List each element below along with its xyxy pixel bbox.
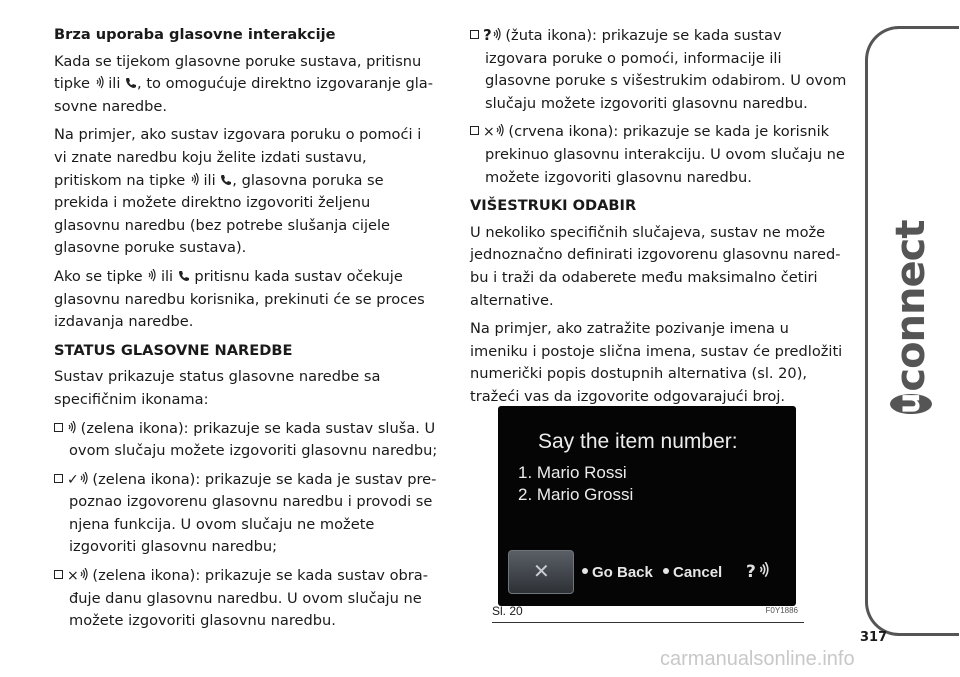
list-item[interactable]: 2. Mario Grossi <box>518 485 634 504</box>
bottom-bar <box>576 564 722 581</box>
uconnect-logo: u connect <box>888 220 934 414</box>
question-icon: ? <box>483 26 492 44</box>
list-item[interactable]: 1. Mario Rossi <box>518 463 627 482</box>
voice-icon <box>79 472 88 485</box>
phone-icon <box>125 77 137 89</box>
cancel-button[interactable]: Cancel <box>673 564 723 581</box>
bullet-box <box>54 423 63 432</box>
voice-icon <box>758 562 769 578</box>
close-icon: ✕ <box>533 559 550 583</box>
paragraph-5: U nekoliko specifičnih slučajeva, sustav ne može jednoznačno definirati izgovorenu glasovnu naredbu i traži da odaberete među maksimalno četiri alternative. <box>470 223 841 309</box>
paragraph-2: Na primjer, ako sustav izgovara poruku o pomoći i vi znate naredbu koju želite izdati sustavu, pritiskom na tipke ili , glasovna poruka se prekida i možete direktno izgovoriti željenu glasovnu naredbu (bez potrebe slušanja cijele glasovne poruke sustava). <box>54 126 422 257</box>
go-back-button[interactable]: Go Back <box>592 564 653 581</box>
voice-icon <box>190 173 199 186</box>
paragraph-3: Ako se tipke ili pritisnu kada sustav očekuje glasovnu naredbu korisnika, prekinuti će se proces izdavanja naredbe. <box>54 267 425 331</box>
paragraph-4: Sustav prikazuje status glasovne naredbe sa specifičnim ikonama: <box>54 368 381 408</box>
bullet-processing: × (zelena ikona): prikazuje se kada sustav obrađuje danu glasovnu naredbu. U ovom slučaju ne možete izgovoriti glasovnu naredbu. <box>54 565 438 633</box>
right-column <box>470 24 848 415</box>
bullet-box <box>54 474 63 483</box>
phone-icon <box>178 270 190 282</box>
bullet-box <box>470 30 479 39</box>
figure-code: F0Y1886 <box>765 606 798 615</box>
watermark: carmanualsonline.info <box>660 648 855 670</box>
bullet-dot-icon <box>582 568 588 574</box>
heading-status: STATUS GLASOVNE NAREDBE <box>54 341 293 359</box>
cross-icon: × <box>483 124 495 141</box>
bullet-interrupted: × (crvena ikona): prikazuje se kada je korisnik prekinuo glasovnu interakciju. U ovom slučaju ne možete izgovoriti glasovnu naredbu. <box>470 121 848 189</box>
voice-icon <box>492 28 501 41</box>
voice-icon <box>67 421 76 434</box>
voice-status-icon: ? <box>746 562 769 582</box>
voice-icon <box>79 568 88 581</box>
phone-icon <box>220 174 232 186</box>
paragraph-6: Na primjer, ako zatražite pozivanje imena u imeniku i postoje slična imena, sustav će predložiti numerički popis dostupnih alternativa (sl. 20), tražeći vas da izgovorite odgovarajući broj. <box>470 320 843 405</box>
bullet-listening: (zelena ikona): prikazuje se kada sustav sluša. U ovom slučaju možete izgovoriti glasovnu naredbu; <box>54 418 438 463</box>
left-column <box>54 24 438 639</box>
close-button[interactable] <box>508 550 574 594</box>
bullet-box <box>54 570 63 579</box>
bullet-help: ? (žuta ikona): prikazuje se kada sustav izgovara poruke o pomoći, informacije ili glasovne poruke s višestrukim odabirom. U ovom slučaju možete izgovoriti glasovnu naredbu. <box>470 24 848 115</box>
screen-title: Say the item number: <box>538 430 738 453</box>
check-icon: ✓ <box>67 471 79 488</box>
figure-caption: Sl. 20 <box>492 604 523 618</box>
bullet-dot-icon <box>663 568 669 574</box>
paragraph-1: Kada se tijekom glasovne poruke sustava, pritisnu tipke ili , to omogućuje direktno izgovaranje glasovne naredbe. <box>54 52 434 115</box>
page-number: 317 <box>860 630 888 645</box>
voice-icon <box>495 124 504 137</box>
bullet-recognized: ✓ (zelena ikona): prikazuje se kada je sustav prepoznao izgovorenu glasovnu naredbu i provodi se njena funkcija. U ovom slučaju ne možete izgovoriti glasovnu naredbu; <box>54 469 438 559</box>
figure-divider <box>492 622 804 623</box>
cross-icon: × <box>67 568 79 585</box>
voice-screen <box>498 406 796 606</box>
voice-icon <box>95 76 104 89</box>
heading-quick-use: Brza uporaba glasovne interakcije <box>54 26 336 43</box>
voice-icon <box>147 269 156 282</box>
figure-20 <box>492 404 804 616</box>
heading-multiple-choice: VIŠESTRUKI ODABIR <box>470 197 637 215</box>
bullet-box <box>470 126 479 135</box>
